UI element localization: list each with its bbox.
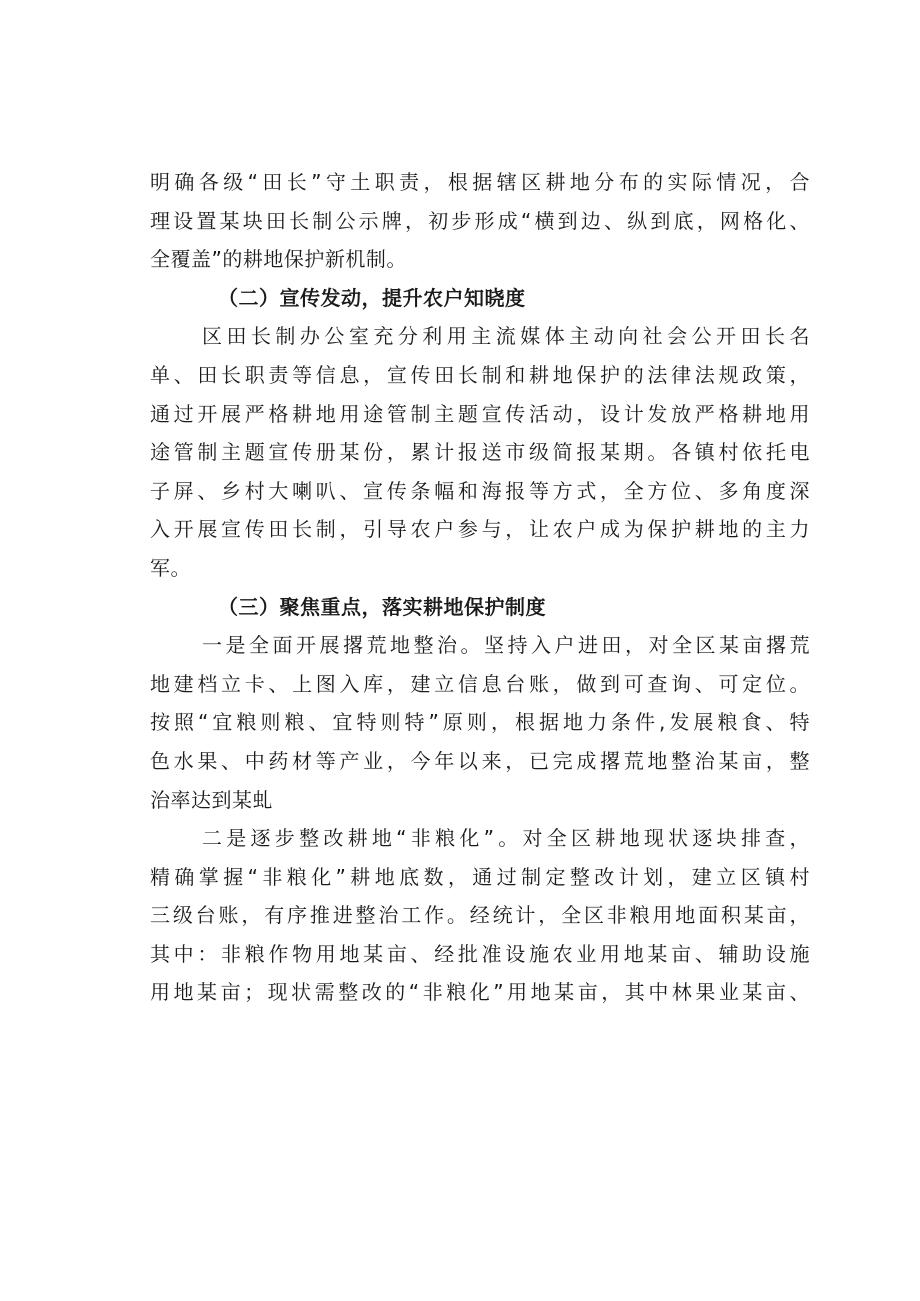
paragraph-line: 通过开展严格耕地用途管制主题宣传活动，设计发放严格耕地用 [150, 401, 810, 426]
section-heading: （三）聚焦重点，落实耕地保护制度 [218, 594, 546, 619]
paragraph-line: 精确掌握“非粮化”耕地底数，通过制定整改计划，建立区镇村 [150, 864, 810, 889]
section-heading: （二）宣传发动，提升农户知晓度 [218, 285, 526, 310]
paragraph-line: 用地某亩；现状需整改的“非粮化”用地某亩，其中林果业某亩、 [150, 980, 810, 1005]
paragraph-line: 色水果、中药材等产业，今年以来，已完成撂荒地整治某亩，整 [150, 748, 810, 773]
paragraph-line: 一是全面开展撂荒地整治。坚持入户进田，对全区某亩撂荒 [202, 633, 810, 658]
paragraph-line: 全覆盖”的耕地保护新机制。 [150, 247, 407, 272]
paragraph-line: 治率达到某虬 [150, 787, 273, 812]
document-body [150, 163, 810, 1012]
paragraph-line: 军。 [150, 555, 191, 580]
paragraph-line: 按照“宜粮则粮、宜特则特”原则，根据地力条件,发展粮食、特 [150, 710, 810, 735]
paragraph-line: 地建档立卡、上图入库，建立信息台账，做到可查询、可定位。 [150, 671, 810, 696]
paragraph-line: 二是逐步整改耕地“非粮化”。对全区耕地现状逐块排查， [202, 826, 810, 851]
paragraph-line: 单、田长职责等信息，宣传田长制和耕地保护的法律法规政策， [150, 362, 810, 387]
paragraph-line: 理设置某块田长制公示牌，初步形成“横到边、纵到底，网格化、 [150, 208, 810, 233]
paragraph-line: 途管制主题宣传册某份，累计报送市级简报某期。各镇村依托电 [150, 440, 810, 465]
paragraph-line: 区田长制办公室充分利用主流媒体主动向社会公开田长名 [202, 324, 810, 349]
paragraph-line: 入开展宣传田长制，引导农户参与，让农户成为保护耕地的主力 [150, 517, 810, 542]
paragraph-line: 子屏、乡村大喇叭、宣传条幅和海报等方式，全方位、多角度深 [150, 478, 810, 503]
paragraph-line: 明确各级“田长”守土职责，根据辖区耕地分布的实际情况，合 [150, 170, 810, 194]
paragraph-line: 其中：非粮作物用地某亩、经批准设施农业用地某亩、辅助设施 [150, 941, 810, 966]
paragraph-line: 三级台账，有序推进整治工作。经统计，全区非粮用地面积某亩， [150, 903, 810, 928]
